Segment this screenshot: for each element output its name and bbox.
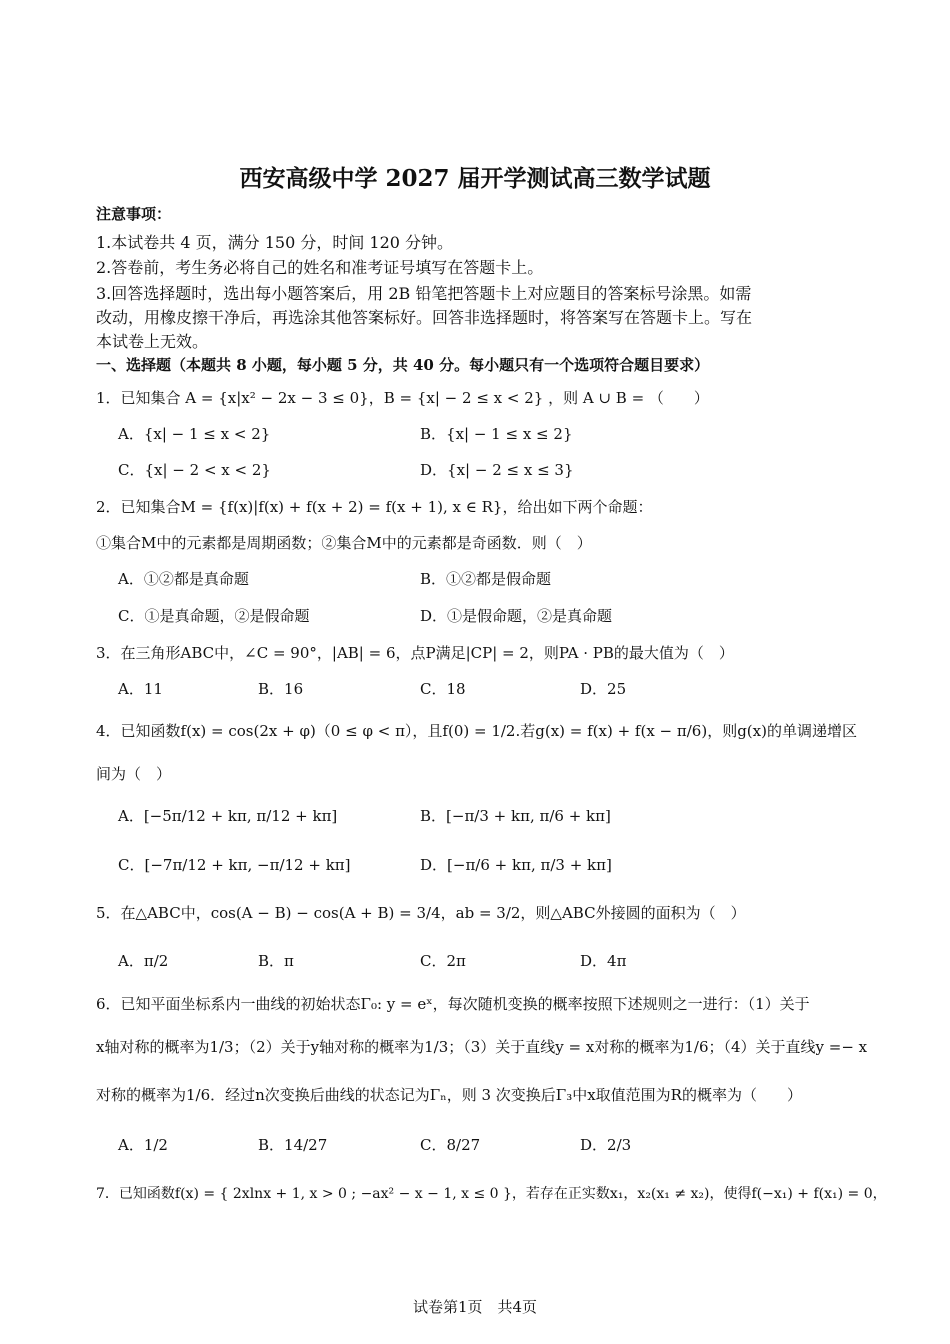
question-6-option-b: B．14/27 (258, 1136, 328, 1154)
question-1-stem: 1．已知集合 A = {x|x² − 2x − 3 ≤ 0}，B = {x| − 2 ≤ x < 2} ，则 A ∪ B = （ ） (96, 389, 709, 407)
question-2-option-d: D．①是假命题，②是真命题 (420, 607, 613, 625)
question-1-option-c: C．{x| − 2 < x < 2} (118, 461, 271, 479)
question-4-option-c: C．[−7π/12 + kπ, −π/12 + kπ] (118, 856, 351, 874)
question-5-option-b: B．π (258, 952, 294, 970)
question-2-option-b: B．①②都是假命题 (420, 570, 552, 588)
notes-heading: 注意事项： (96, 205, 172, 223)
question-1-option-a: A．{x| − 1 ≤ x < 2} (118, 425, 271, 443)
question-6-option-a: A．1/2 (118, 1136, 168, 1154)
question-5-stem: 5．在△ABC中，cos(A − B) − cos(A + B) = 3/4，ab = 3/2，则△ABC外接圆的面积为（ ） (96, 904, 746, 922)
question-4-stem: 4．已知函数f(x) = cos(2x + φ)（0 ≤ φ < π），且f(0) = 1/2.若g(x) = f(x) + f(x − π/6)，则g(x)的单调递增区 (96, 722, 857, 740)
question-3-stem: 3．在三角形ABC中，∠C = 90°，|AB| = 6，点P满足|CP| = 2，则PA · PB的最大值为（ ） (96, 644, 734, 662)
note-line: 改动，用橡皮擦干净后，再选涂其他答案标好。回答非选择题时，将答案写在答题卡上。写在 (96, 308, 753, 327)
question-3-option-a: A．11 (118, 680, 163, 698)
question-2-option-c: C．①是真命题，②是假命题 (118, 607, 310, 625)
question-2-stem-line2: ①集合M中的元素都是周期函数；②集合M中的元素都是奇函数．则（ ） (96, 534, 592, 552)
question-5-option-a: A．π/2 (118, 952, 169, 970)
question-4-option-d: D．[−π/6 + kπ, π/3 + kπ] (420, 856, 612, 874)
question-3-option-d: D．25 (580, 680, 627, 698)
page-title: 西安高级中学 2027 届开学测试高三数学试题 (239, 165, 711, 192)
note-line: 2.答卷前，考生务必将自己的姓名和准考证号填写在答题卡上。 (96, 258, 544, 277)
note-line: 1.本试卷共 4 页，满分 150 分，时间 120 分钟。 (96, 233, 454, 252)
question-2-stem: 2．已知集合M = {f(x)|f(x) + f(x + 2) = f(x + 1), x ∈ R}，给出如下两个命题： (96, 498, 653, 516)
section-heading: 一、选择题（本题共 8 小题，每小题 5 分，共 40 分。每小题只有一个选项符合题目要求） (96, 356, 710, 374)
question-3-option-b: B．16 (258, 680, 304, 698)
question-6-option-d: D．2/3 (580, 1136, 632, 1154)
question-4-option-a: A．[−5π/12 + kπ, π/12 + kπ] (118, 807, 338, 825)
question-6-stem-line3: 对称的概率为1/6．经过n次变换后曲线的状态记为Γₙ，则 3 次变换后Γ₃中x取值范围为R的概率为（ ） (96, 1086, 802, 1104)
question-3-option-c: C．18 (420, 680, 466, 698)
question-4-stem-line2: 间为（ ） (96, 765, 172, 783)
question-7-stem: 7．已知函数f(x) = { 2xlnx + 1, x > 0 ; −ax² − x − 1, x ≤ 0 }，若存在正实数x₁，x₂(x₁ ≠ x₂)，使得f(−x₁) + f(x₁) = 0， (96, 1186, 887, 1202)
question-5-option-d: D．4π (580, 952, 627, 970)
note-line: 3.回答选择题时，选出每小题答案后，用 2B 铅笔把答题卡上对应题目的答案标号涂黑。如需 (96, 284, 752, 303)
question-5-option-c: C．2π (420, 952, 466, 970)
question-1-option-b: B．{x| − 1 ≤ x ≤ 2} (420, 425, 573, 443)
note-line: 本试卷上无效。 (96, 332, 209, 351)
question-2-option-a: A．①②都是真命题 (118, 570, 249, 588)
question-6-stem: 6．已知平面坐标系内一曲线的初始状态Γ₀: y = eˣ，每次随机变换的概率按照下述规则之一进行：（1）关于 (96, 995, 810, 1013)
question-6-option-c: C．8/27 (420, 1136, 481, 1154)
page-footer: 试卷第1页 共4页 (412, 1298, 538, 1316)
question-6-stem-line2: x轴对称的概率为1/3；（2）关于y轴对称的概率为1/3；（3）关于直线y = x对称的概率为1/6；（4）关于直线y =− x (96, 1038, 868, 1056)
question-4-option-b: B．[−π/3 + kπ, π/6 + kπ] (420, 807, 611, 825)
question-1-option-d: D．{x| − 2 ≤ x ≤ 3} (420, 461, 574, 479)
